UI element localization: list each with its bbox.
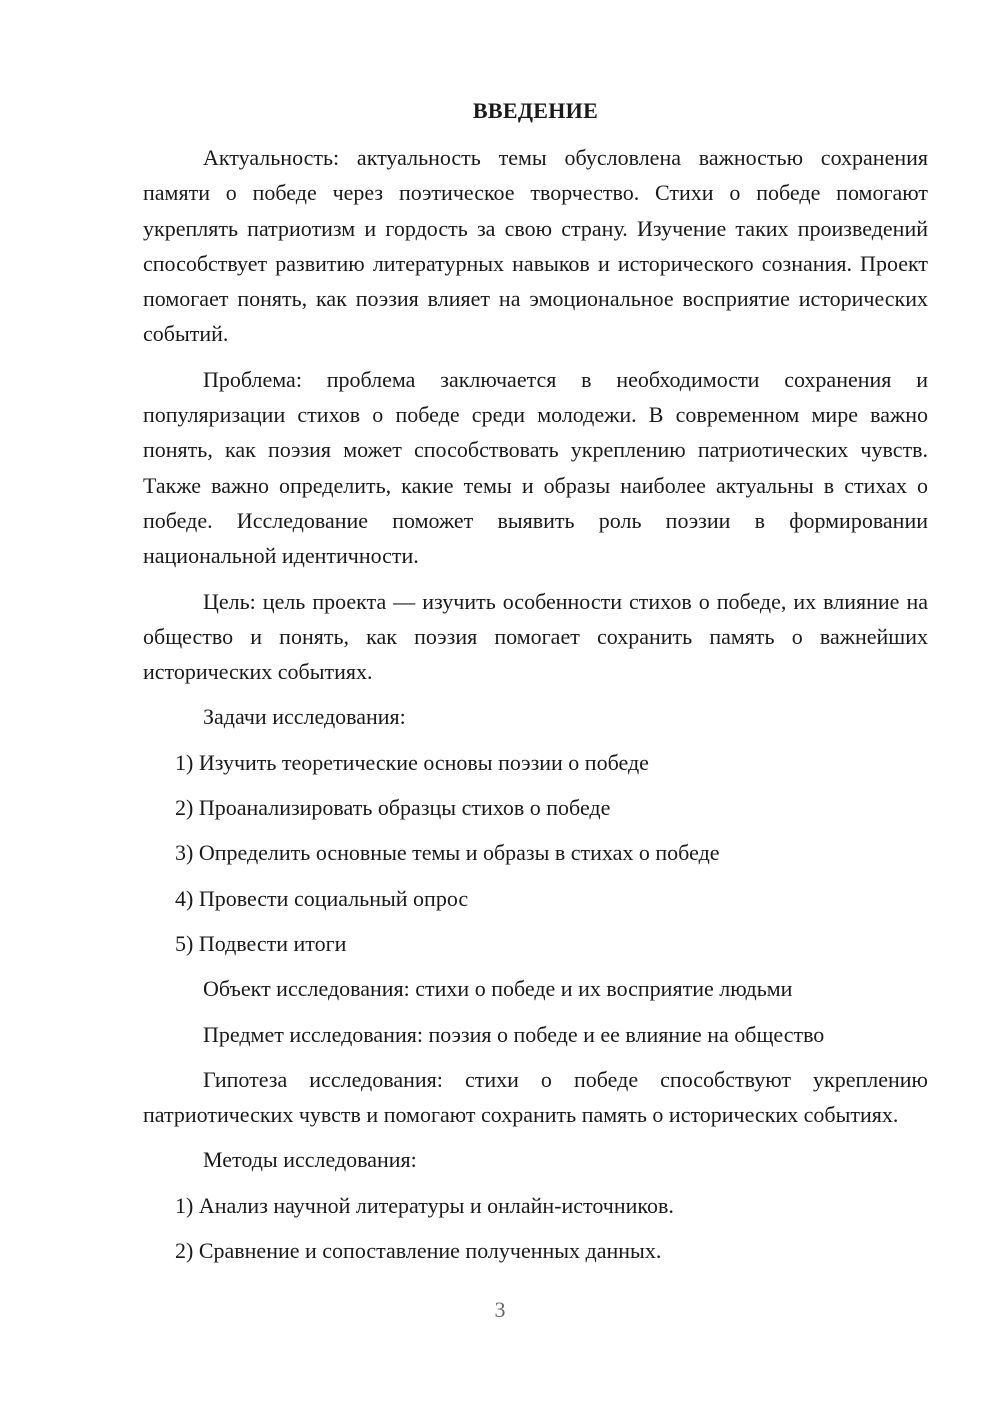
paragraph-problem: Проблема: проблема заключается в необходимости сохранения и популяризации стихов о победе среди молодежи. В современном мире важно понять, как поэзия может способствовать укреплению патриотических чувств. Также важно определить, какие темы и образы наиболее актуальны в стихах о победе. Исследование поможет выявить роль поэзии в формировании национальной идентичности.	[143, 366, 928, 569]
task-item-2: 2) Проанализировать образцы стихов о победе	[175, 795, 611, 821]
methods-title: Методы исследования:	[203, 1147, 417, 1173]
paragraph-relevance: Актуальность: актуальность темы обусловлена важностью сохранения памяти о победе через поэтическое творчество. Стихи о победе помогают укреплять патриотизм и гордость за свою страну. Изучение таких произведений способствует развитию литературных навыков и исторического сознания. Проект помогает понять, как поэзия влияет на эмоциональное восприятие исторических событий.	[143, 145, 928, 347]
research-object: Объект исследования: стихи о победе и их восприятие людьми	[203, 976, 793, 1002]
paragraph-hypothesis: Гипотеза исследования: стихи о победе способствуют укреплению патриотических чувств и помогают сохранить память о исторических событиях.	[143, 1066, 928, 1128]
research-subject: Предмет исследования: поэзия о победе и ее влияние на общество	[203, 1021, 825, 1047]
tasks-title: Задачи исследования:	[203, 704, 406, 730]
method-item-2: 2) Сравнение и сопоставление полученных данных.	[175, 1238, 662, 1264]
task-item-4: 4) Провести социальный опрос	[175, 885, 469, 911]
method-item-1: 1) Анализ научной литературы и онлайн-источников.	[175, 1192, 674, 1218]
page-number: 3	[494, 1297, 506, 1322]
document-page	[143, 96, 928, 1278]
task-item-3: 3) Определить основные темы и образы в стихах о победе	[175, 840, 720, 866]
paragraph-goal: Цель: цель проекта — изучить особенности стихов о победе, их влияние на общество и понять, как поэзия помогает сохранить память о важнейших исторических событиях.	[143, 588, 928, 685]
task-item-5: 5) Подвести итоги	[175, 930, 347, 956]
section-heading: ВВЕДЕНИЕ	[472, 98, 599, 123]
task-item-1: 1) Изучить теоретические основы поэзии о победе	[175, 749, 649, 775]
